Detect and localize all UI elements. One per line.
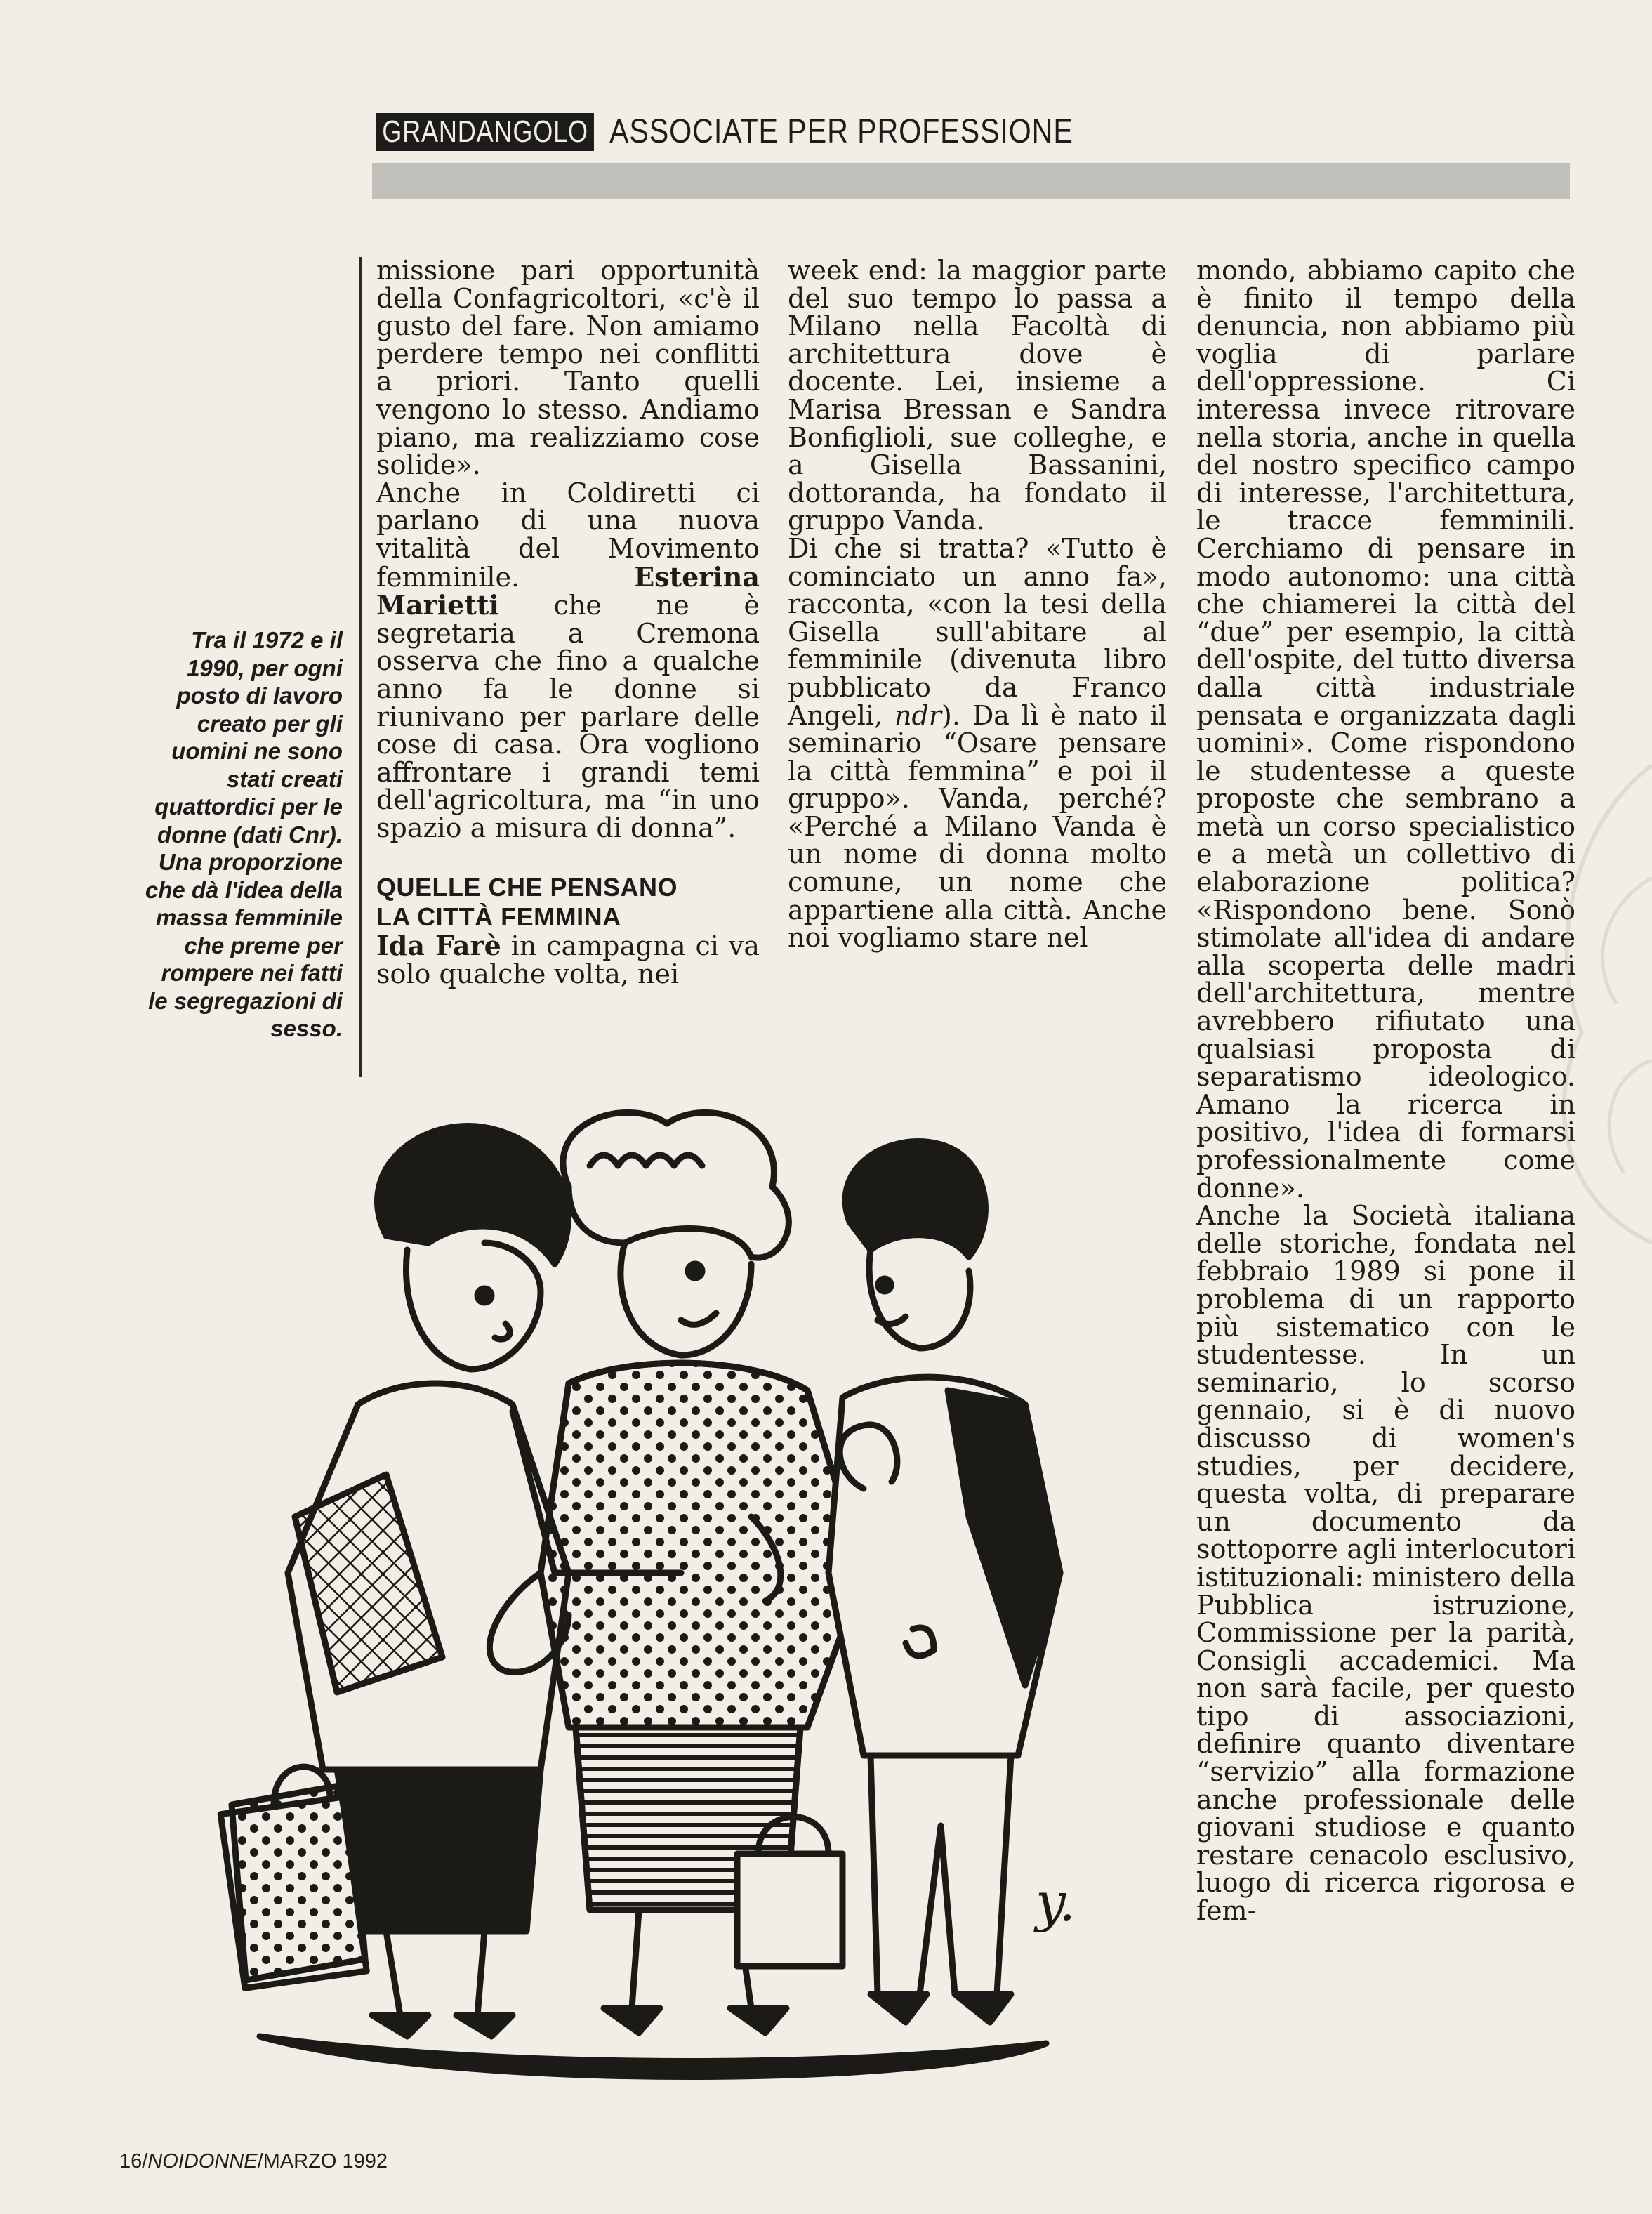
section-header xyxy=(376,112,1149,152)
person-name: Ida Farè xyxy=(376,930,501,962)
column-rule xyxy=(359,257,362,1077)
paragraph: missione pari opportunità della Confagricoltori, «c'è il gusto del fare. Non amiamo perdere tempo nei conflitti a priori. Tanto quelli vengono lo stesso. Andiamo piano, ma realizziamo cose solide». xyxy=(376,255,760,481)
paragraph: week end: la maggior parte del suo tempo lo passa a Milano nella Facoltà di architettura dove è docente. Lei, insieme a Marisa Bressan e Sandra Bonfiglioli, sue colleghe, e a Gisella Bassanini, dottoranda, ha fondato il gruppo Vanda. xyxy=(788,255,1167,536)
paragraph: mondo, abbiamo capito che è finito il tempo della denuncia, non abbiamo più voglia di parlare dell'oppressione. Ci interessa invece ritrovare nella storia, anche in quella del nostro specifico campo di interesse, l'architettura, le tracce femminili. Cerchiamo di pensare in modo autonomo: una città che chiamerei la città del “due” per esempio, la città dell'ospite, del tutto diversa dalla città industriale pensata e organizzata dagli uomini». Come rispondono le studentesse a queste proposte che sembrano a metà un corso specialistico e a metà un collettivo di elaborazione politica? «Rispondono bene. Sonò stimolate all'idea di andare alla scoperta delle madri dell'architettura, mentre avrebbero rifiutato una qualsiasi proposta di separatismo ideologico. Amano la ricerca in positivo, l'idea di formarsi professionalmente come donne». xyxy=(1196,255,1575,1204)
paragraph: Ida Farè in campagna ci va solo qualche volta, nei xyxy=(376,930,760,990)
artist-signature: y. xyxy=(1036,1871,1076,1933)
article-column-2 xyxy=(788,257,1167,952)
paragraph: Di che si tratta? «Tutto è cominciato un anno fa», racconta, «con la tesi della Gisella sull'abitare al femminile (divenuta libro pubblicato da Franco Angeli, ndr). Da lì è nato il seminario “Osare pensare la città femmina” e poi il gruppo». Vanda, perché? «Perché a Milano Vanda è un nome di donna molto comune, un nome che appartiene alla città. Anche noi vogliamo stare nel xyxy=(788,532,1167,954)
subheading: QUELLE CHE PENSANO LA CITTÀ FEMMINA xyxy=(376,873,678,932)
header-band xyxy=(372,163,1570,199)
page-number: 16/ xyxy=(119,2150,148,2173)
illustration-three-women xyxy=(176,1081,1187,2093)
person-name: Esterina Marietti xyxy=(376,560,760,621)
paragraph: Anche la Società italiana delle storiche, fondata nel febbraio 1989 si pone il problema di un rapporto più sistematico con le studentesse. In un seminario, lo scorso gennaio, si è di nuovo discusso di women's studies, per decidere, questa volta, di preparare un documento da sottoporre agli interlocutori istituzionali: ministero della Pubblica istruzione, Commissione per la parità, Consigli accademici. Ma non sarà facile, per questo tipo di associazioni, definire quanto diventare “servizio” alla formazione anche professionale delle giovani studiose e quanto restare cenacolo esclusivo, luogo di ricerca rigorosa e fem- xyxy=(1196,1200,1575,1927)
magazine-name: NOIDONNE xyxy=(147,2150,258,2173)
issue-date: /MARZO 1992 xyxy=(257,2150,388,2173)
section-kicker: GRANDANGOLO xyxy=(376,113,594,151)
paragraph: Anche in Coldiretti ci parlano di una nuova vitalità del Movimento femminile. Esterina Marietti che ne è segretaria a Cremona osserva che fino a qualche anno fa le donne si riunivano per parlare delle cose di casa. Ora vogliono affrontare i grandi temi dell'agricoltura, ma “in uno spazio a misura di donna”. xyxy=(376,477,760,843)
article-column-1 xyxy=(376,257,760,989)
decorative-leaf xyxy=(1519,737,1652,1271)
section-title: ASSOCIATE PER PROFESSIONE xyxy=(609,113,1073,150)
page-footer xyxy=(119,2150,388,2173)
sidebar-note: Tra il 1972 e il 1990, per ogni posto di lavoro creato per gli uomini ne sono stati creati quattordici per le donne (dati Cnr). Una proporzione che dà l'idea della massa femminile che preme per rompere nei fatti le segregazioni di sesso. xyxy=(145,627,343,1041)
